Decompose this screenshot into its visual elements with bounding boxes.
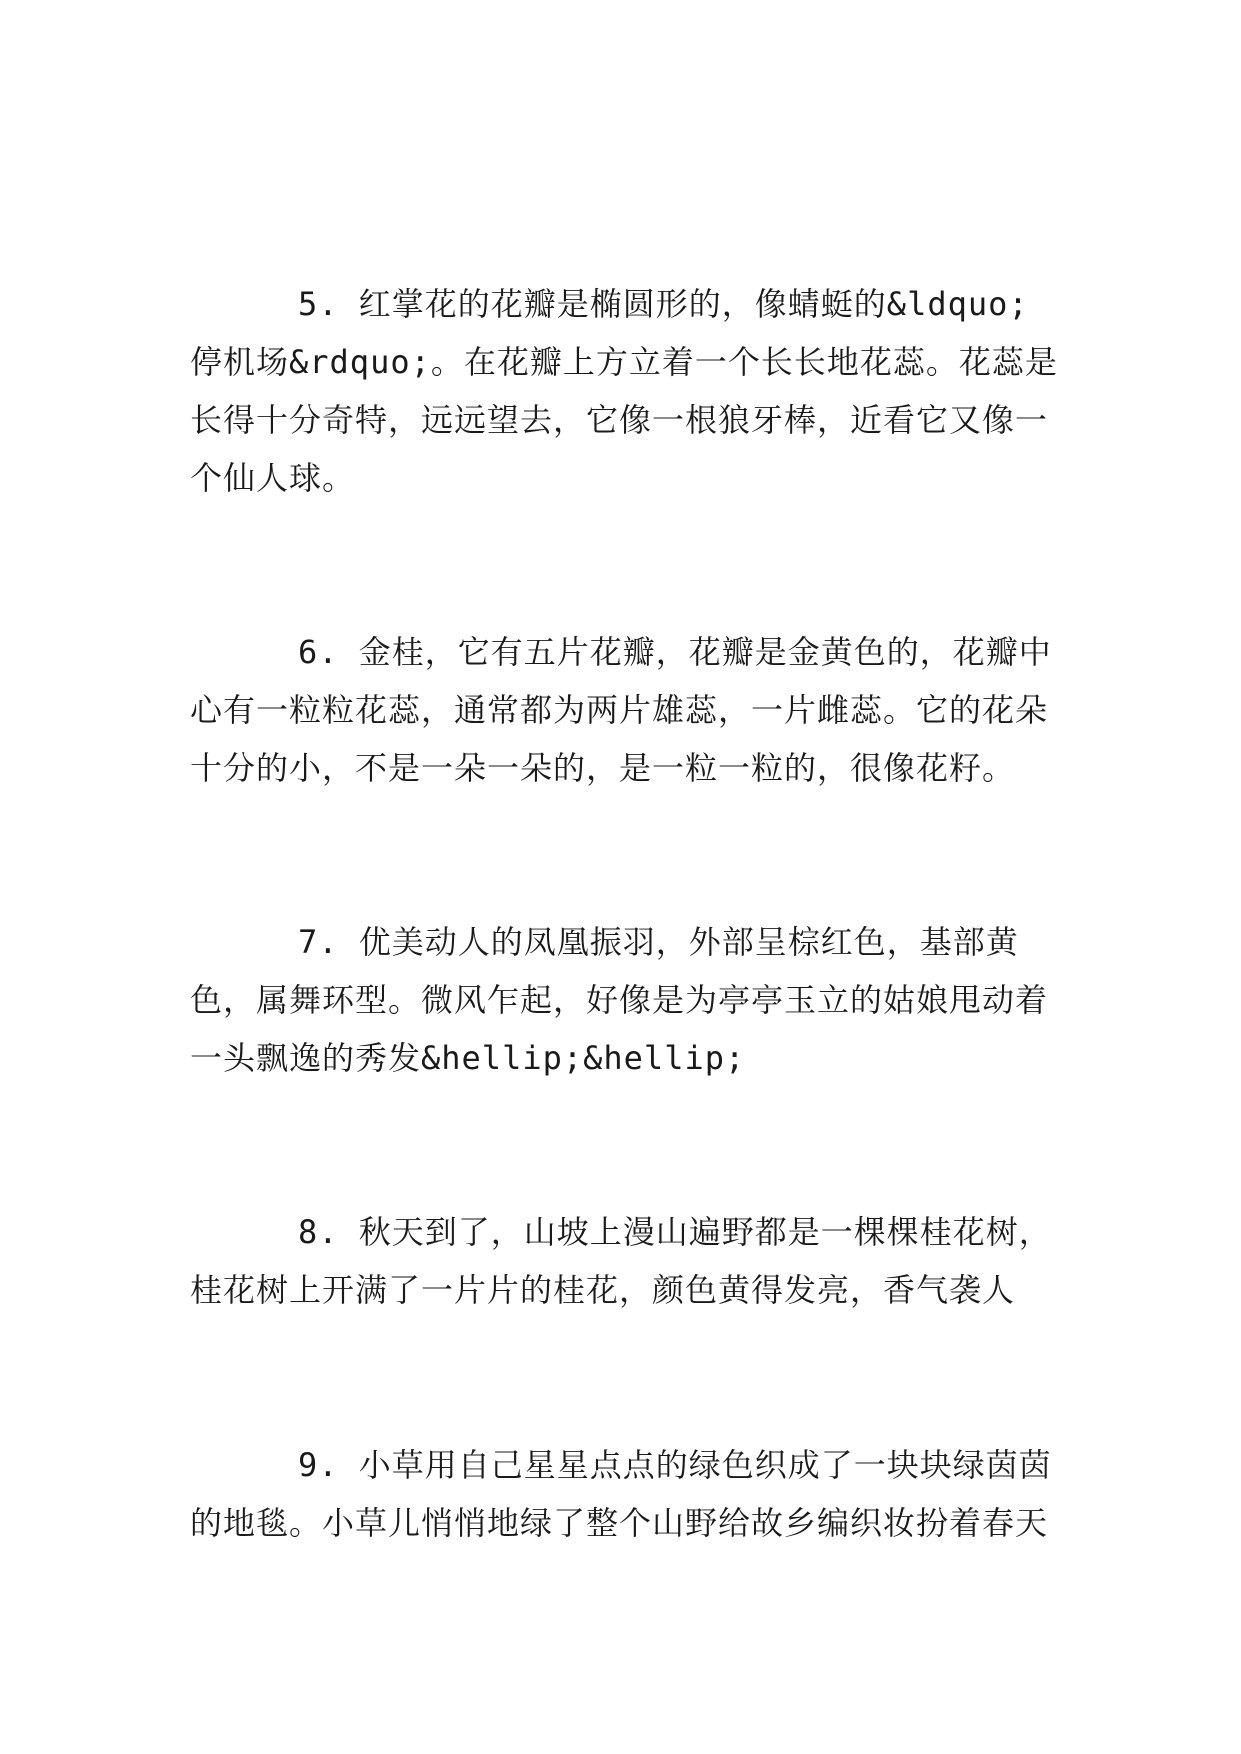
paragraph-5: 5. 红掌花的花瓣是椭圆形的，像蜻蜓的&ldquo;停机场&rdquo;。在花瓣上方立着一个长长地花蕊。花蕊是长得十分奇特，远远望去，它像一根狼牙棒，近看它又像一个仙人球。 [190, 285, 1058, 497]
paragraph-9: 9. 小草用自己星星点点的绿色织成了一块块绿茵茵的地毯。小草儿悄悄地绿了整个山野给故乡编织妆扮着春天 [190, 1446, 1052, 1542]
paragraph-7: 7. 优美动人的凤凰振羽，外部呈棕红色，基部黄色，属舞环型。微风乍起，好像是为亭亭玉立的姑娘甩动着一头飘逸的秀发&hellip;&hellip; [190, 923, 1049, 1077]
paragraph-8: 8. 秋天到了，山坡上漫山遍野都是一棵棵桂花树，桂花树上开满了一片片的桂花，颜色黄得发亮，香气袭人 [190, 1213, 1052, 1309]
paragraph-6: 6. 金桂，它有五片花瓣，花瓣是金黄色的，花瓣中心有一粒粒花蕊，通常都为两片雄蕊，一片雌蕊。它的花朵十分的小，不是一朵一朵的，是一粒一粒的，很像花籽。 [190, 633, 1052, 787]
